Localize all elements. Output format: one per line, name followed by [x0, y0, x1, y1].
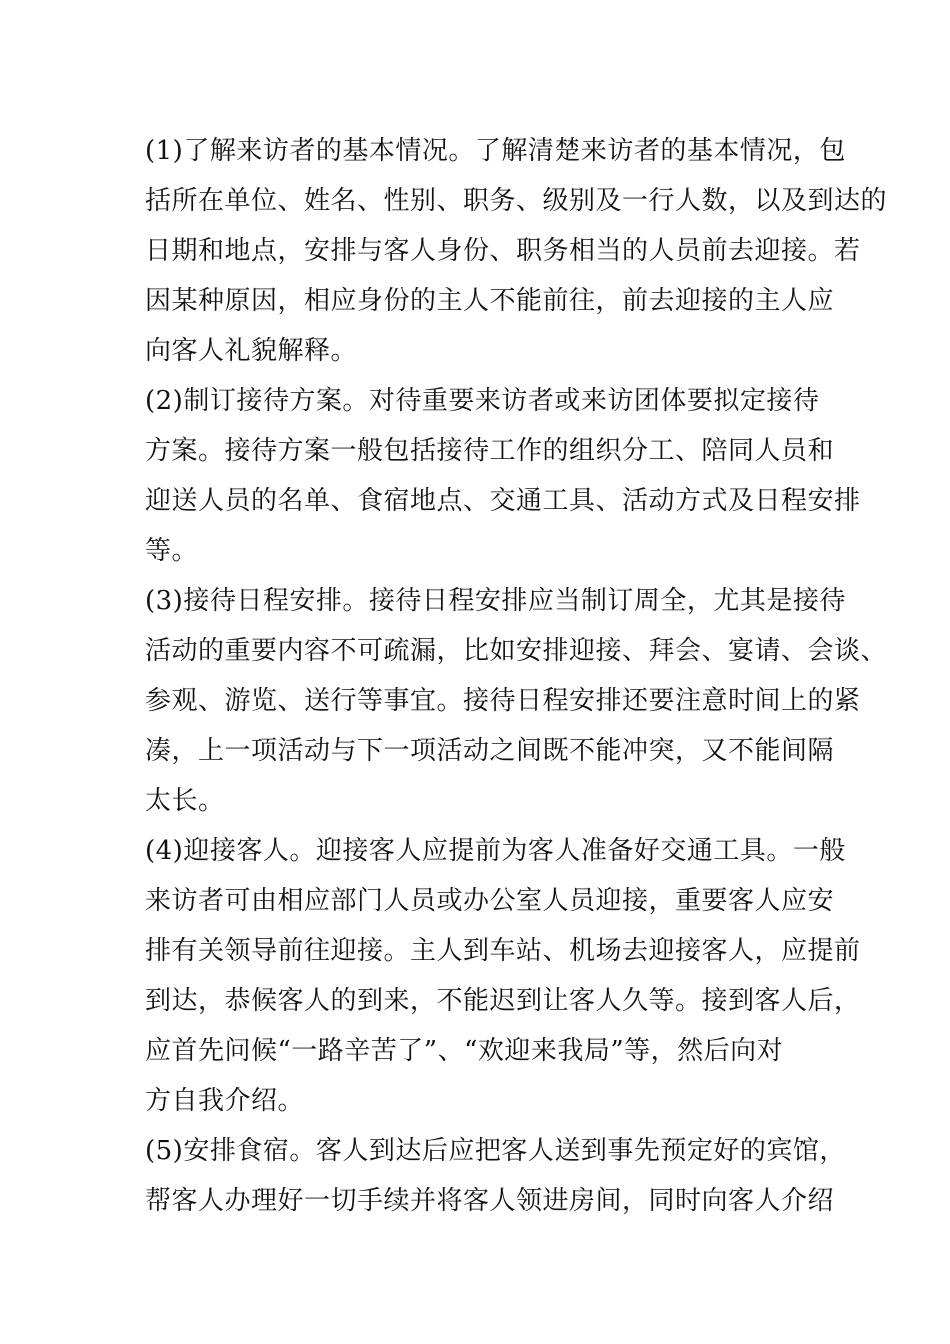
text-line: 等。: [145, 536, 199, 566]
text-line: 方自我介绍。: [145, 1086, 305, 1116]
text-line: 括所在单位、姓名、性别、职务、级别及一行人数，以及到达的: [145, 186, 888, 216]
text-line: 帮客人办理好一切手续并将客人领进房间，同时向客人介绍: [145, 1186, 835, 1216]
text-line: 活动的重要内容不可疏漏，比如安排迎接、拜会、宴请、会谈、: [145, 636, 888, 666]
text-line: 因某种原因，相应身份的主人不能前往，前去迎接的主人应: [145, 286, 835, 316]
text-line: 向客人礼貌解释。: [145, 336, 358, 366]
text-line: 应首先问候“一路辛苦了”、“欢迎来我局”等，然后向对: [145, 1036, 784, 1066]
text-line: 参观、游览、送行等事宜。接待日程安排还要注意时间上的紧: [145, 686, 861, 716]
text-line: 凑，上一项活动与下一项活动之间既不能冲突，又不能间隔: [145, 736, 835, 766]
paragraph-2: [145, 376, 861, 576]
paragraph-1: [145, 126, 888, 376]
paragraph-3: [145, 576, 888, 826]
text-line: (5)安排食宿。客人到达后应把客人送到事先预定好的宾馆，: [145, 1136, 846, 1166]
paragraph-5: [145, 1126, 846, 1226]
text-line: 来访者可由相应部门人员或办公室人员迎接，重要客人应安: [145, 886, 835, 916]
document-body: [145, 126, 888, 1226]
text-line: 到达，恭候客人的到来，不能迟到让客人久等。接到客人后，: [145, 986, 861, 1016]
text-line: (4)迎接客人。迎接客人应提前为客人准备好交通工具。一般: [145, 836, 846, 866]
text-line: (2)制订接待方案。对待重要来访者或来访团体要拟定接待: [145, 386, 820, 416]
text-line: 迎送人员的名单、食宿地点、交通工具、活动方式及日程安排: [145, 486, 861, 516]
paragraph-4: [145, 826, 861, 1126]
text-line: 太长。: [145, 786, 225, 816]
text-line: 日期和地点，安排与客人身份、职务相当的人员前去迎接。若: [145, 236, 861, 266]
text-line: (1)了解来访者的基本情况。了解清楚来访者的基本情况，包: [145, 136, 846, 166]
text-line: 方案。接待方案一般包括接待工作的组织分工、陪同人员和: [145, 436, 835, 466]
text-line: 排有关领导前往迎接。主人到车站、机场去迎接客人，应提前: [145, 936, 861, 966]
text-line: (3)接待日程安排。接待日程安排应当制订周全，尤其是接待: [145, 586, 846, 616]
